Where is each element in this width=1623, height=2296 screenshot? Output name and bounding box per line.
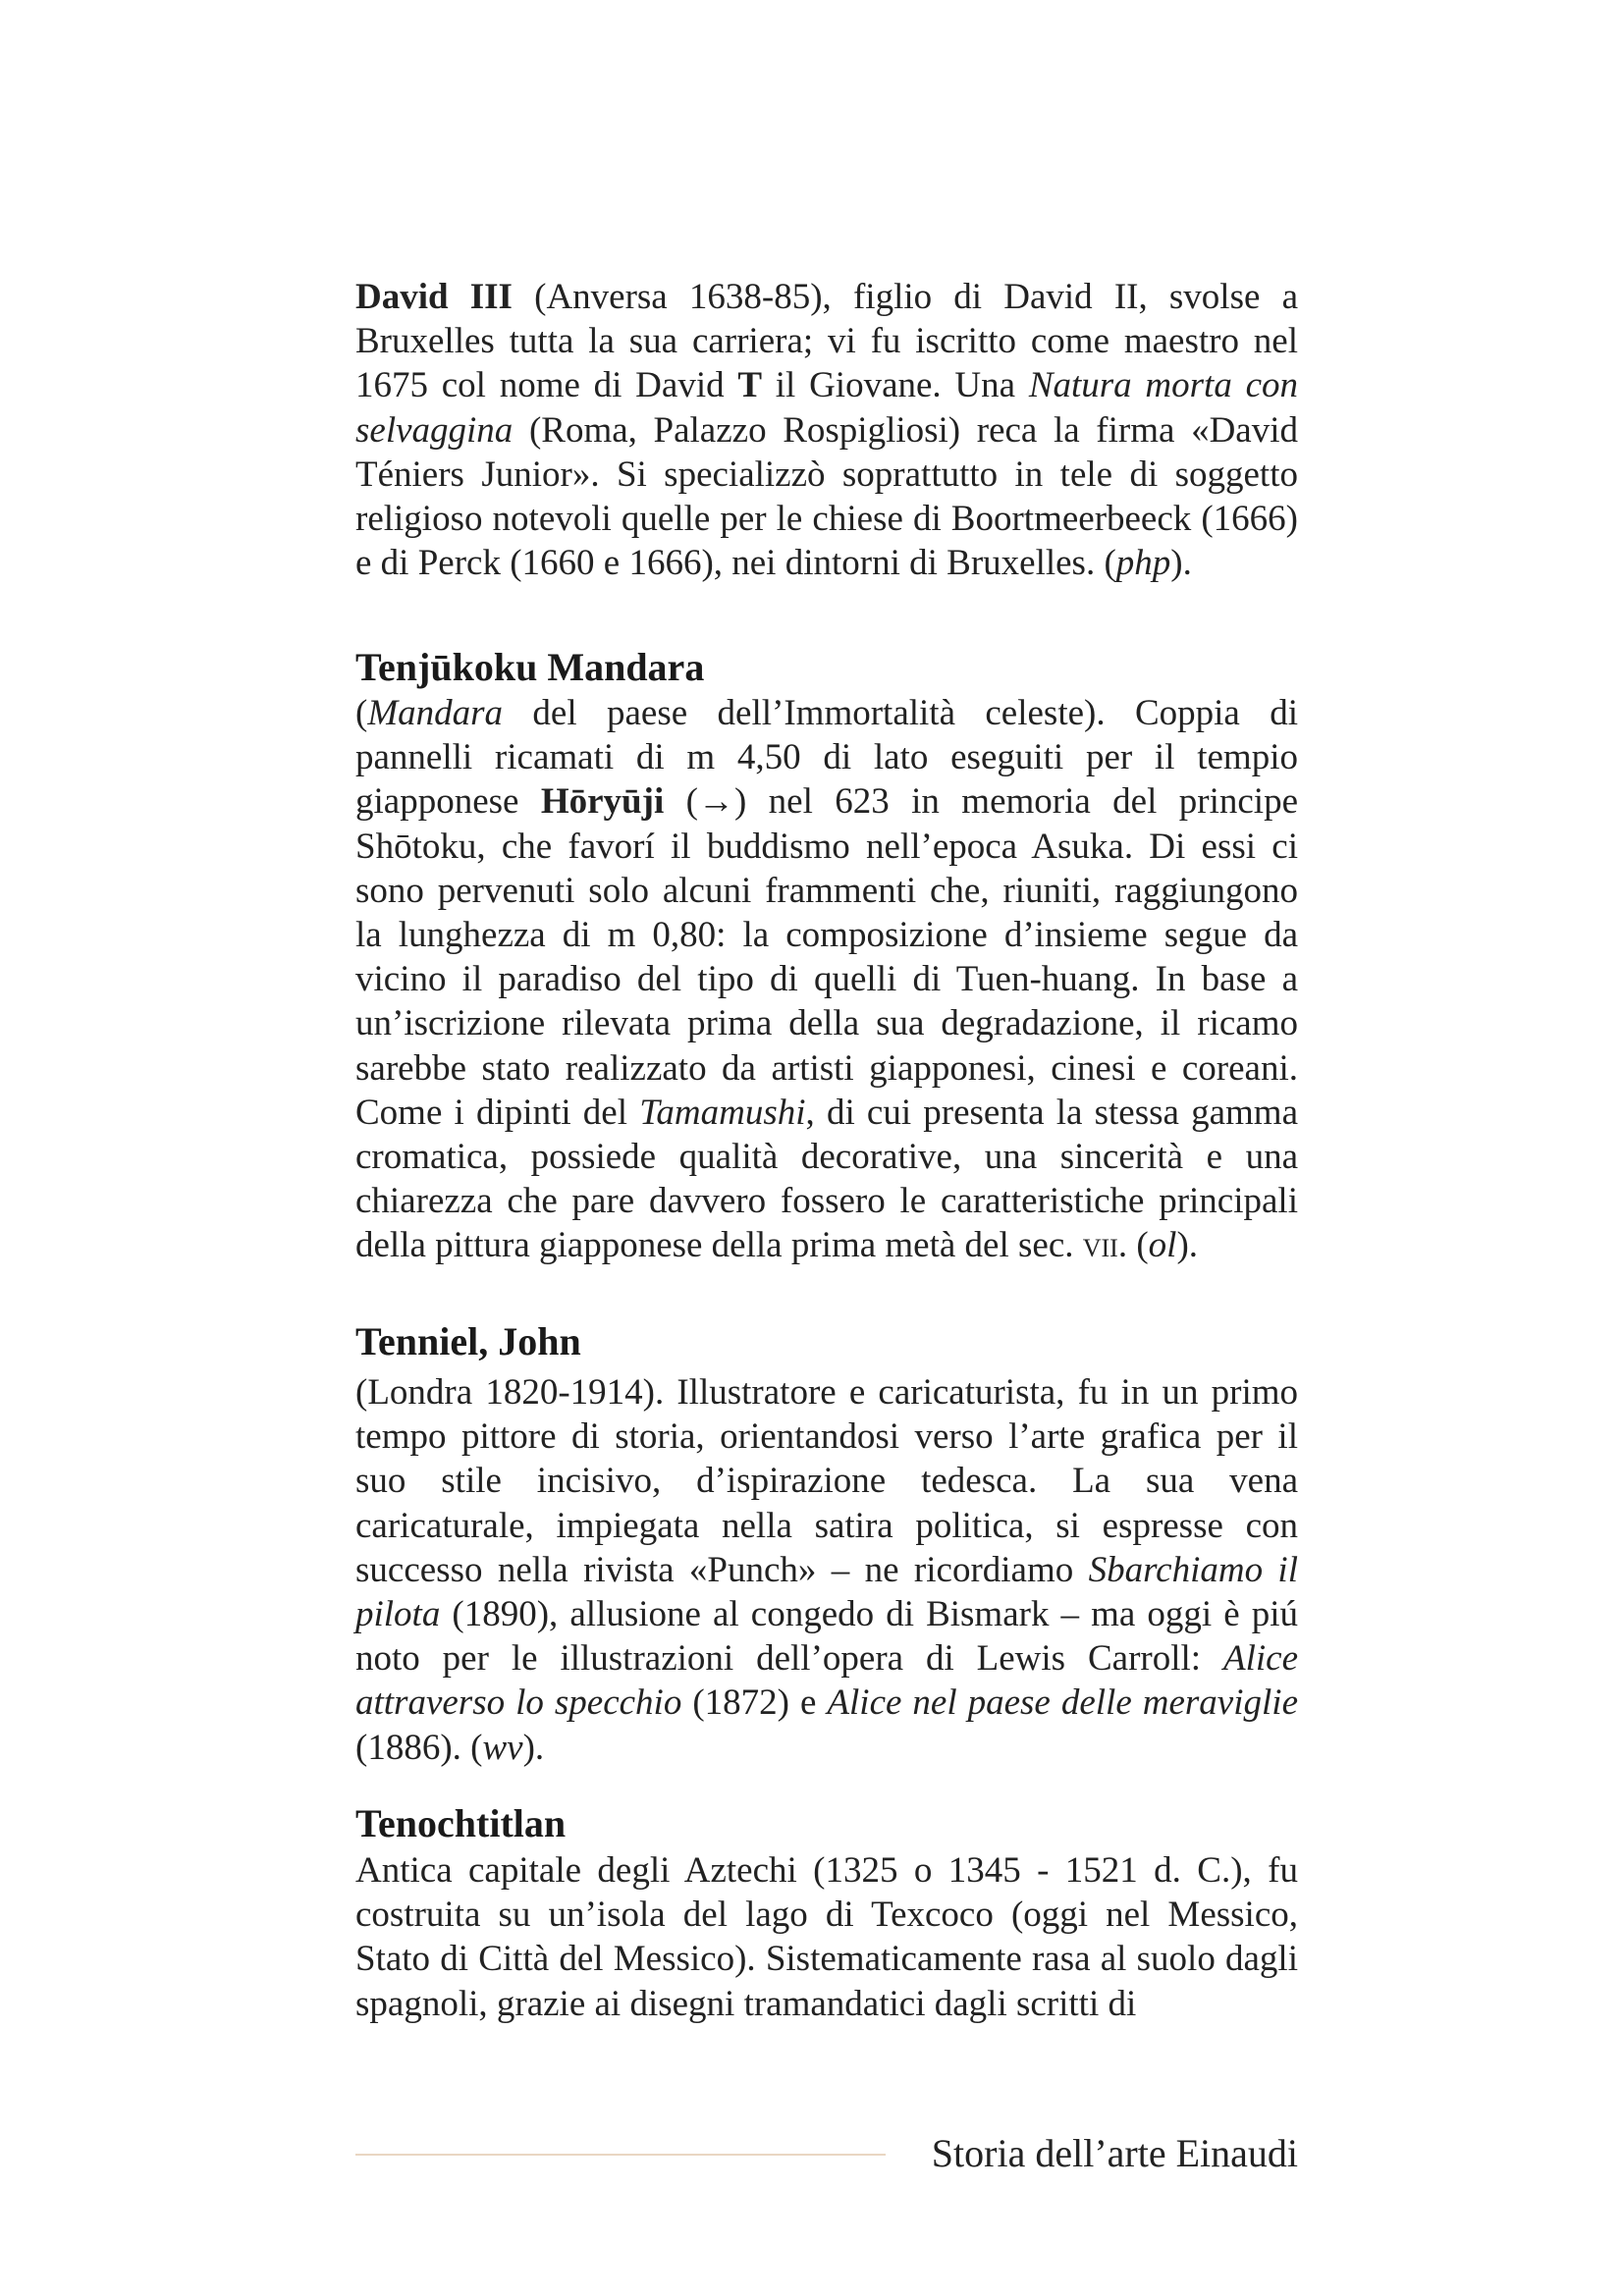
author-initials: ol — [1148, 1225, 1177, 1266]
entry-title-tenjukoku: Tenjūkoku Mandara — [355, 645, 705, 689]
footer-series-title: Storia dell’arte Einaudi — [931, 2131, 1298, 2175]
entry-body-tenochtitlan: Antica capitale degli Aztechi (1325 o 1345 - 1521 d. C.), fu costruita su un’isola del lago di Texcoco (oggi nel Messico, Stato di Città del Messico). Sistematicamente rasa al suolo dagli spagnoli, grazie ai disegni tramandatici dagli scritti di — [355, 1850, 1298, 2024]
entry-body-tenjukoku: (Mandara del paese dell’Immortalità celeste). Coppia di pannelli ricamati di m 4,50 di lato eseguiti per il tempio giapponese Hōryūji (→) nel 623 in memoria del principe Shōtoku, che favorí il buddismo nell’epoca Asuka. Di essi ci sono pervenuti solo alcuni frammenti che, riuniti, raggiungono la lunghezza di m 0,80: la composizione d’insieme segue da vicino il paradiso del tipo di quelli di Tuen-huang. In base a un’iscrizione rilevata prima della sua degradazione, il ricamo sarebbe stato realizzato da artisti giapponesi, cinesi e coreani. Come i dipinti del Tamamushi, di cui presenta la stessa gamma cromatica, possiede qualità decorative, una sincerità e una chiarezza che pare davvero fossero le caratteristiche principali della pittura giapponese della prima metà del sec. vii. (ol). — [355, 693, 1299, 1266]
footer-divider — [355, 2154, 886, 2156]
author-initials: wv — [482, 1727, 523, 1768]
artwork-title: Natura morta con selvaggina — [355, 365, 1299, 451]
entry-body-tenniel: (Londra 1820-1914). Illustratore e caricaturista, fu in un primo tempo pittore di storia, orientandosi verso l’arte grafica per il suo stile incisivo, d’ispirazione tedesca. La sua vena caricaturale, impiegata nella satira politica, si espresse con successo nella rivista «Punch» – ne ricordiamo Sbarchiamo il pilota (1890), allusione al congedo di Bismark – ma oggi è piú noto per le illustrazioni dell’opera di Lewis Carroll: Alice attraverso lo specchio (1872) e Alice nel paese delle meraviglie (1886). (wv). — [355, 1372, 1298, 1768]
author-initials: php — [1115, 543, 1171, 584]
entry-title-tenochtitlan: Tenochtitlan — [355, 1801, 567, 1845]
entry-david-iii-name: David III — [355, 277, 513, 317]
entry-david-iii: David III (Anversa 1638-85), figlio di David II, svolse a Bruxelles tutta la sua carriera; vi fu iscritto come maestro nel 1675 col nome di David T il Giovane. Una Natura morta con selvaggina (Roma, Palazzo Rospigliosi) reca la firma «David Téniers Junior». Si specializzò soprattutto in tele di soggetto religioso notevoli quelle per le chiese di Boortmeerbeeck (1666) e di Perck (1660 e 1666), nei dintorni di Bruxelles. (php). — [355, 277, 1299, 584]
entry-title-tenniel: Tenniel, John — [355, 1319, 581, 1363]
cross-reference: Hōryūji — [540, 781, 665, 823]
